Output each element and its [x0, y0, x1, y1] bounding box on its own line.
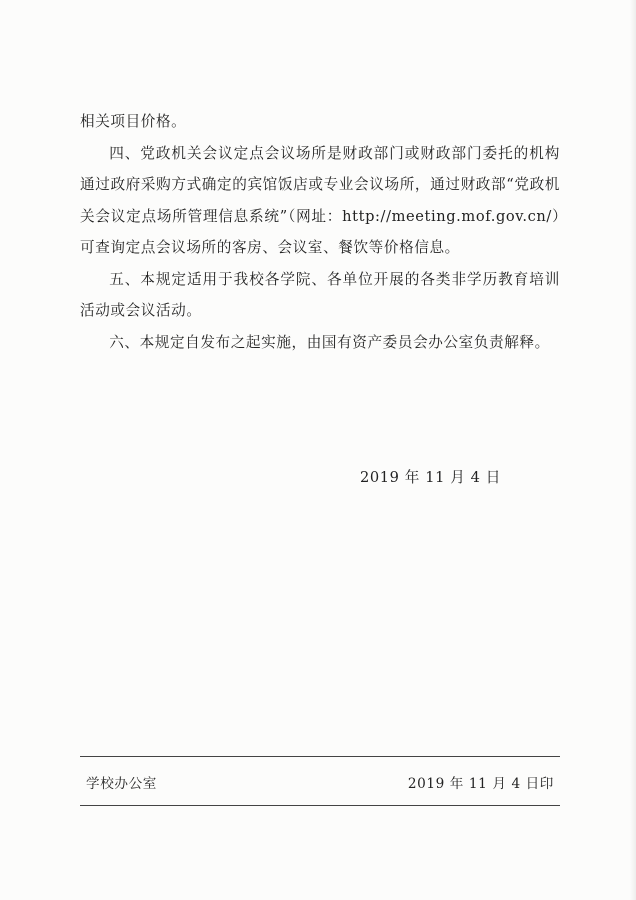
footer-print-date: 2019 年 11 月 4 日印: [407, 776, 554, 792]
footer-row: [80, 771, 560, 793]
paragraph-item-6: 六、本规定自发布之起实施，由国有资产委员会办公室负责解释。: [109, 333, 550, 351]
paragraph-continuation: 相关项目价格。: [80, 113, 187, 130]
footer-bottom-rule: [80, 805, 560, 806]
paragraph-item-5: 五、本规定适用于我校各学院、各单位开展的各类非学历教育培训活动或会议活动。: [80, 270, 560, 319]
page-edge-shadow: [630, 0, 636, 900]
document-footer: [80, 756, 560, 806]
document-body: [80, 106, 560, 358]
paragraph-item-4: 四、党政机关会议定点会议场所是财政部门或财政部门委托的机构通过政府采购方式确定的宾馆饭店或专业会议场所，通过财政部“党政机关会议定点场所管理信息系统”（网址：http://meeting.mof.gov.cn/）可查询定点会议场所的客房、会议室、餐饮等价格信息。: [80, 144, 560, 256]
footer-top-rule: [80, 756, 560, 757]
footer-issuer: 学校办公室: [86, 776, 157, 792]
document-date: 2019 年 11 月 4 日: [360, 469, 501, 486]
